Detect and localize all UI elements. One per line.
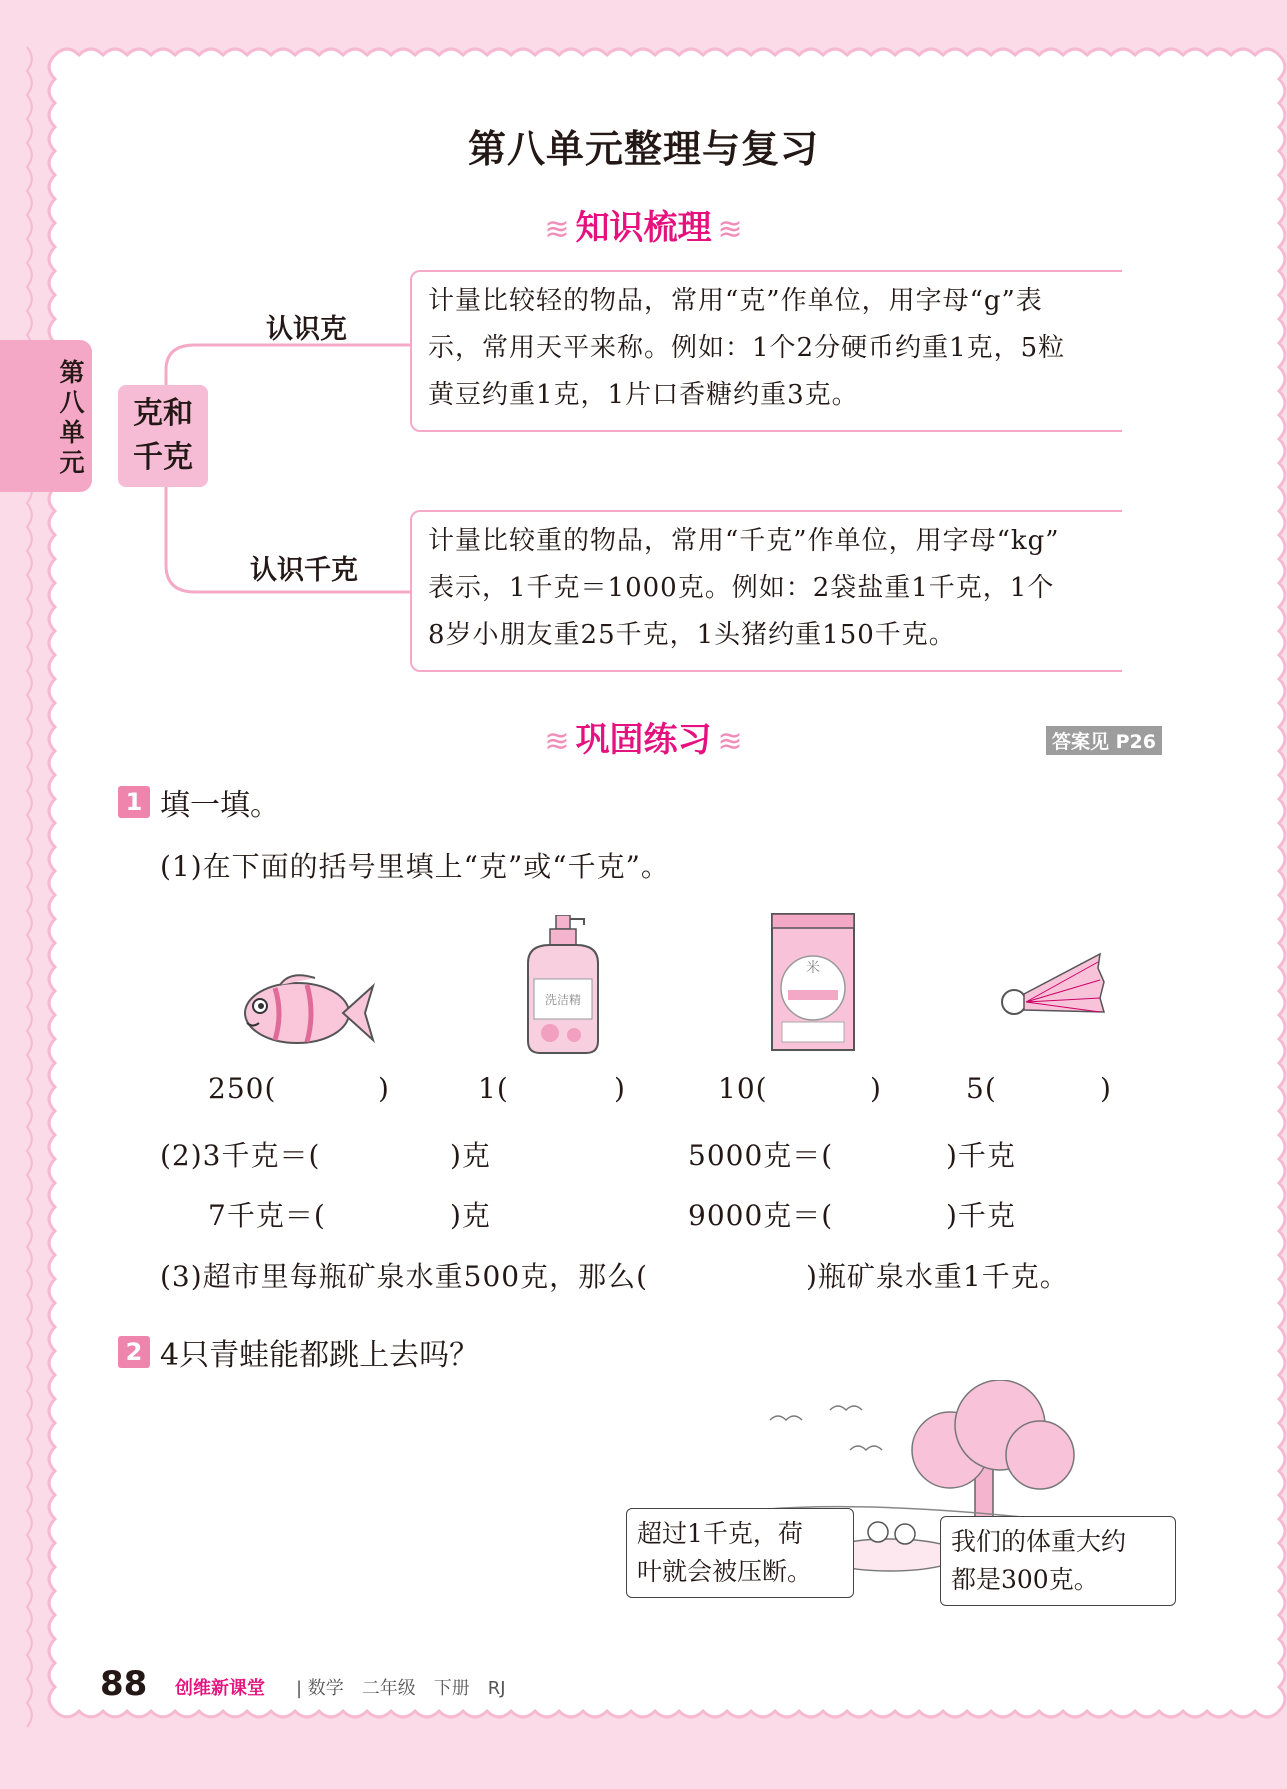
knowledge-text-gram: 计量比较轻的物品，常用“克”作单位，用字母“g”表 示，常用天平来称。例如：1个2分硬币约重1克，5粒 黄豆约重1克，1片口香糖约重3克。 <box>428 286 1066 410</box>
blank-bottle-weight[interactable]: 1( <box>478 1072 509 1105</box>
question-1-part3-b: )瓶矿泉水重1千克。 <box>806 1260 1069 1293</box>
wave-icon: ≋ <box>717 724 743 759</box>
page-number: 88 <box>100 1664 148 1704</box>
conversion-5000g-unit: )千克 <box>946 1139 1016 1172</box>
question-2-title: 4只青蛙能都跳上去吗？ <box>160 1338 480 1373</box>
unit-side-tab-label: 第 八 单 元 <box>59 358 85 477</box>
speech-bubble-right: 我们的体重大约 都是300克。 <box>940 1516 1176 1606</box>
question-1-part3-a[interactable]: (3)超市里每瓶矿泉水重500克，那么( <box>160 1260 649 1293</box>
mindmap-center-label: 克和 千克 <box>133 396 193 475</box>
speech-bubble-left: 超过1千克，荷 叶就会被压断。 <box>626 1508 854 1598</box>
conversion-7kg[interactable]: 7千克＝( <box>208 1199 326 1232</box>
shuttlecock-icon <box>1000 950 1105 1020</box>
rice-bag-icon <box>768 910 858 1055</box>
question-number-2: 2 <box>118 1336 150 1368</box>
branch-label-kilogram: 认识千克 <box>250 555 358 586</box>
conversion-5000g[interactable]: 5000克＝( <box>688 1139 834 1172</box>
detergent-bottle-icon <box>520 915 606 1055</box>
fish-icon <box>235 968 375 1058</box>
conversion-3kg[interactable]: (2)3千克＝( <box>160 1139 321 1172</box>
wave-icon: ≋ <box>544 212 570 247</box>
section-title-knowledge: ≋ 知识梳理 ≋ <box>544 208 743 248</box>
question-1-title: 填一填。 <box>160 788 280 823</box>
blank-fish-weight[interactable]: 250( <box>208 1072 277 1105</box>
blank-rice-close: ) <box>870 1072 882 1105</box>
footer-brand: 创维新课堂 <box>175 1678 265 1699</box>
question-number-1: 1 <box>118 786 150 818</box>
wave-icon: ≋ <box>544 724 570 759</box>
branch-label-gram: 认识克 <box>266 314 347 345</box>
question-1-part1: (1)在下面的括号里填上“克”或“千克”。 <box>160 850 670 883</box>
blank-bottle-close: ) <box>614 1072 626 1105</box>
blank-fish-close: ) <box>378 1072 390 1105</box>
blank-shuttlecock-weight[interactable]: 5( <box>966 1072 997 1105</box>
blank-rice-weight[interactable]: 10( <box>718 1072 768 1105</box>
svg-text:米: 米 <box>806 960 820 976</box>
page-title: 第八单元整理与复习 <box>467 127 819 171</box>
conversion-3kg-unit: )克 <box>450 1139 491 1172</box>
knowledge-text-kilogram: 计量比较重的物品，常用“千克”作单位，用字母“kg” 表示，1千克＝1000克。例如：2袋盐重1千克，1个 8岁小朋友重25千克，1头猪约重150千克。 <box>428 526 1060 650</box>
conversion-7kg-unit: )克 <box>450 1199 491 1232</box>
wave-icon: ≋ <box>717 212 743 247</box>
blank-shuttlecock-close: ) <box>1100 1072 1112 1105</box>
conversion-9000g-unit: )千克 <box>946 1199 1016 1232</box>
section-title-practice: ≋ 巩固练习 ≋ <box>544 720 743 760</box>
footer-meta: | 数学 二年级 下册 RJ <box>296 1678 506 1699</box>
conversion-9000g[interactable]: 9000克＝( <box>688 1199 834 1232</box>
answer-reference-badge: 答案见 P26 <box>1046 726 1162 755</box>
svg-text:洗洁精: 洗洁精 <box>544 993 582 1007</box>
